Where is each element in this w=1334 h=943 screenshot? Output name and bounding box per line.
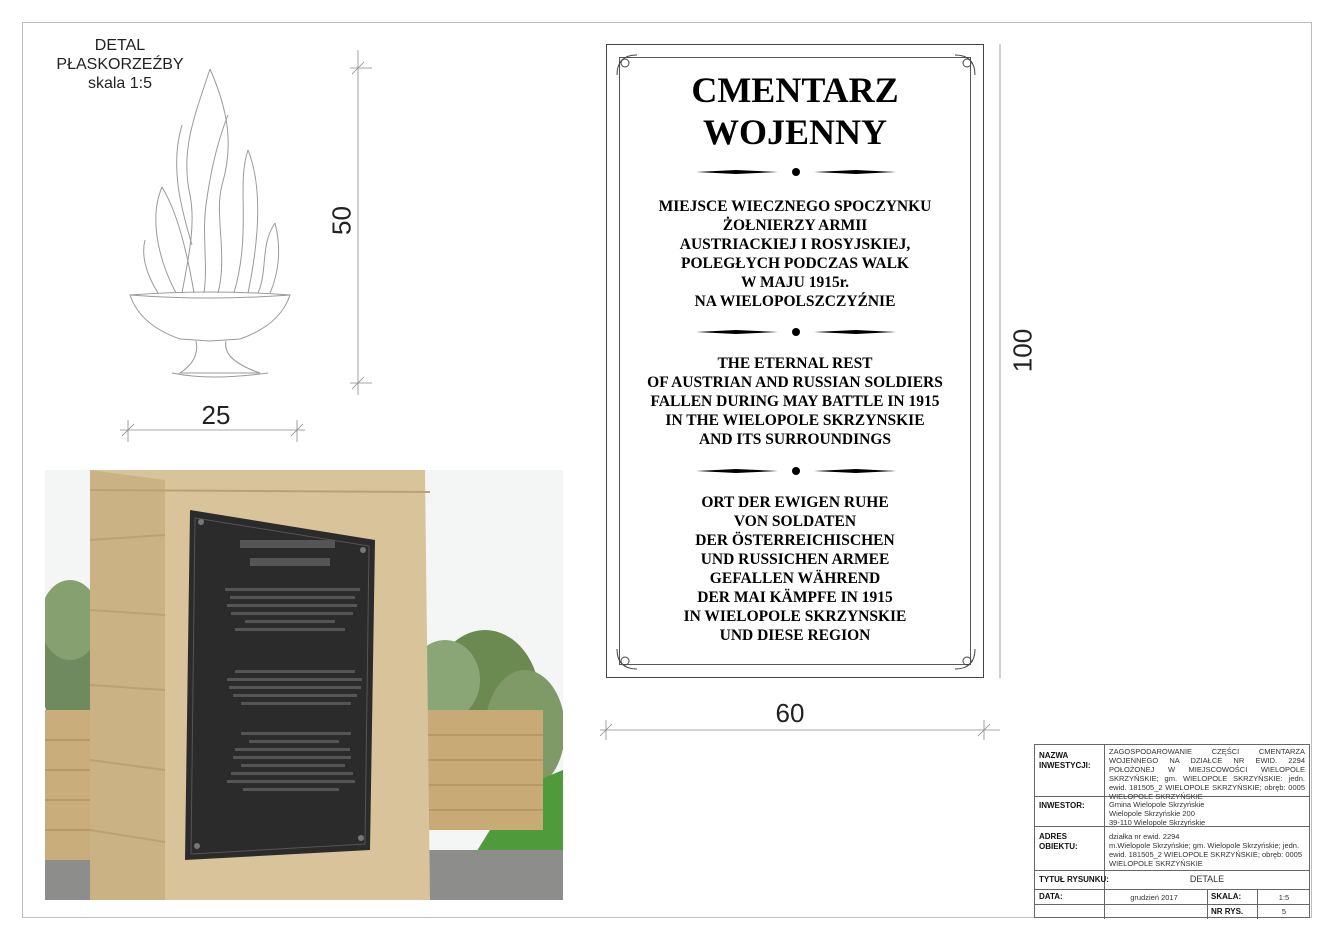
- date-value: grudzień 2017: [1130, 893, 1178, 902]
- drawing-title-label: TYTUŁ RYSUNKU:: [1039, 875, 1109, 884]
- drawing-number-value: 5: [1281, 907, 1287, 916]
- address-value: [1109, 832, 1305, 868]
- polish-line: W MAJU 1915r.: [740, 274, 850, 291]
- english-line: AND ITS SURROUNDINGS: [698, 431, 892, 448]
- polish-line: POLEGŁYCH PODCZAS WALK: [681, 255, 909, 272]
- polish-line: AUSTRIACKIEJ I ROSYJSKIEJ,: [679, 236, 911, 253]
- german-line: GEFALLEN WÄHREND: [709, 570, 881, 587]
- detail-title-line: skala 1:5: [87, 75, 153, 92]
- plaque-dimension-lines: [590, 30, 1010, 750]
- plaque-width-dimension: 60: [775, 698, 805, 728]
- title-block-date-row: [1035, 890, 1309, 905]
- title-block-drawing-title-row: [1035, 871, 1309, 890]
- address-label: ADRES OBIEKTU:: [1039, 832, 1078, 851]
- english-line: OF AUSTRIAN AND RUSSIAN SOLDIERS: [647, 374, 943, 391]
- address-line: działka nr ewid. 2294: [1109, 832, 1180, 841]
- investor-label: INWESTOR:: [1039, 801, 1085, 810]
- scale-label: SKALA:: [1211, 892, 1242, 901]
- investment-label: NAZWA INWESTYCJI:: [1039, 751, 1091, 770]
- german-line: UND DIESE REGION: [719, 627, 871, 644]
- detail-title-line: PŁASKORZEŹBY: [56, 56, 184, 73]
- investor-line: Gmina Wielopole Skrzyńskie: [1109, 800, 1205, 809]
- german-line: DER ÖSTERREICHISCHEN: [695, 532, 895, 549]
- investor-line: 39-110 Wielopole Skrzyńskie: [1109, 818, 1206, 827]
- german-line: IN WIELOPOLE SKRZYNSKIE: [683, 608, 907, 625]
- plaque-visualization-render: [45, 470, 563, 900]
- drawing-title-value: DETALE: [1189, 874, 1225, 884]
- title-block-investor-row: [1035, 797, 1309, 827]
- english-line: THE ETERNAL REST: [717, 355, 873, 372]
- investment-value: ZAGOSPODAROWANIE CZĘŚCI CMENTARZA WOJENNEGO NA DZIAŁCE NR EWID. 2294 POŁOŻONEJ W MIEJSCOWOŚCI WIELOPOLE SKRZYŃSKIE; gm. WIELOPOLE SKRZYŃSKIE: jedn. ewid. 181505_2 WIELOPOLE SKRZYŃSKIE; obręb: 0005 WIELOPOLE SKRZYŃSKIE: [1109, 747, 1305, 801]
- scale-value: 1:5: [1278, 893, 1290, 902]
- german-line: ORT DER EWIGEN RUHE: [701, 494, 889, 511]
- relief-width-dimension: 25: [201, 400, 231, 430]
- relief-height-dimension: 50: [326, 206, 357, 235]
- german-line: DER MAI KÄMPFE IN 1915: [697, 589, 893, 606]
- plaque-title-line: CMENTARZ: [691, 70, 899, 110]
- title-block-investment-row: [1035, 745, 1309, 801]
- polish-line: ŻOŁNIERZY ARMII: [722, 217, 868, 234]
- date-label: DATA:: [1039, 892, 1063, 901]
- german-line: VON SOLDATEN: [733, 513, 857, 530]
- polish-line: MIEJSCE WIECZNEGO SPOCZYNKU: [658, 198, 932, 215]
- title-block: [1034, 744, 1310, 918]
- title-block-drawing-number-row: [1035, 905, 1309, 919]
- english-line: IN THE WIELOPOLE SKRZYNSKIE: [665, 412, 925, 429]
- drawing-number-label: NR RYS.: [1211, 907, 1244, 916]
- plaque-height-dimension: 100: [1007, 328, 1038, 373]
- investor-value: [1109, 800, 1305, 827]
- german-line: UND RUSSICHEN ARMEE: [700, 551, 890, 568]
- plaque-title-line: WOJENNY: [702, 112, 887, 152]
- polish-line: NA WIELOPOLSZCZYŹNIE: [694, 293, 896, 310]
- detail-title-line: DETAL: [94, 37, 146, 54]
- title-block-address-row: [1035, 827, 1309, 871]
- english-line: FALLEN DURING MAY BATTLE IN 1915: [650, 393, 940, 410]
- render-image: [45, 470, 563, 900]
- address-line: m.Wielopole Skrzyńskie; gm. Wielopole Skrzyńskie; jedn. ewid. 181505_2 WIELOPOLE SKRZYŃSKIE; obręb: 0005 WIELOPOLE SKRZYŃSKIE: [1109, 841, 1303, 868]
- investor-line: Wielopole Skrzyńskie 200: [1109, 809, 1195, 818]
